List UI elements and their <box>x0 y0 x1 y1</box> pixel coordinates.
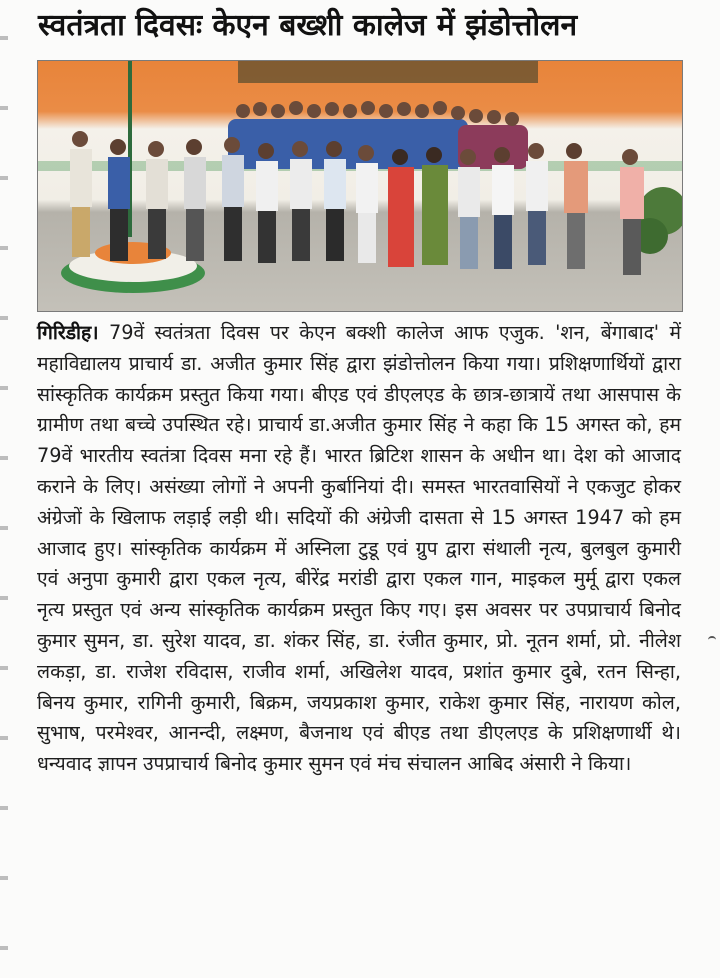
group-photo <box>37 60 683 312</box>
margin-mark <box>708 636 716 644</box>
article-body-text: 79वें स्वतंत्रता दिवस पर केएन बक्शी कालेज आफ एजुक. 'शन, बेंगाबाद' में महाविद्यालय प्राचार्य डा. अजीत कुमार सिंह द्वारा झंडोत्तोलन किया गया। प्रशिक्षणार्थियों द्वारा सांस्कृतिक कार्यक्रम प्रस्तुत किया गया। बीएड एवं डीएलएड के छात्र-छात्रायें तथा आसपास के ग्रामीण तथा बच्चे उपस्थित रहे। प्राचार्य डा.अजीत कुमार सिंह ने कहा कि 15 अगस्त को, हम 79वें भारतीय स्वतंत्रा दिवस मना रहे हैं। भारत ब्रिटिश शासन के अधीन था। देश को आजाद कराने के लिए। असंख्या लोगों ने अपनी कुर्बानियां दी। समस्त भारतवासियों ने एकजुट होकर अंग्रेजों के खिलाफ लड़ाई लड़ी थी। सदियों की अंग्रेजी दासता से 15 अगस्त 1947 को हम आजाद हुए। सांस्कृतिक कार्यक्रम में अस्निला टुडू एवं ग्रुप द्वारा संथाली नृत्य, बुलबुल कुमारी एवं अनुपा कुमारी द्वारा एकल नृत्य, बीरेंद्र मरांडी द्वारा एकल गान, माइकल मुर्मू द्वारा एकल नृत्य प्रस्तुत एवं अन्य सांस्कृतिक कार्यक्रम प्रस्तुत किए गए। इस अवसर पर उपप्राचार्य बिनोद कुमार सुमन, डा. सुरेश यादव, डा. शंकर सिंह, डा. रंजीत कुमार, प्रो. नूतन शर्मा, प्रो. नीलेश लकड़ा, डा. राजेश रविदास, राजीव शर्मा, अखिलेश यादव, प्रशांत कुमार दुबे, रतन सिन्हा, बिनय कुमार, रागिनी कुमारी, बिक्रम, जयप्रकाश कुमार, राकेश कुमार सिंह, नारायण कोल, सुभाष, परमेश्वर, आनन्दी, लक्ष्मण, बैजनाथ एवं बीएड तथा डीएलएड के प्रशिक्षणार्थी थे। धन्यवाद ज्ञापन उपप्राचार्य बिनोद कुमार सुमन एवं मंच संचालन आबिद अंसारी ने किया। <box>37 321 681 776</box>
article-headline: स्वतंत्रता दिवसः केएन बख्शी कालेज में झंडोत्तोलन <box>38 8 578 43</box>
article-body <box>37 318 681 968</box>
article-dateline: गिरिडीह। <box>37 321 99 344</box>
page-edge-strip <box>0 0 8 978</box>
